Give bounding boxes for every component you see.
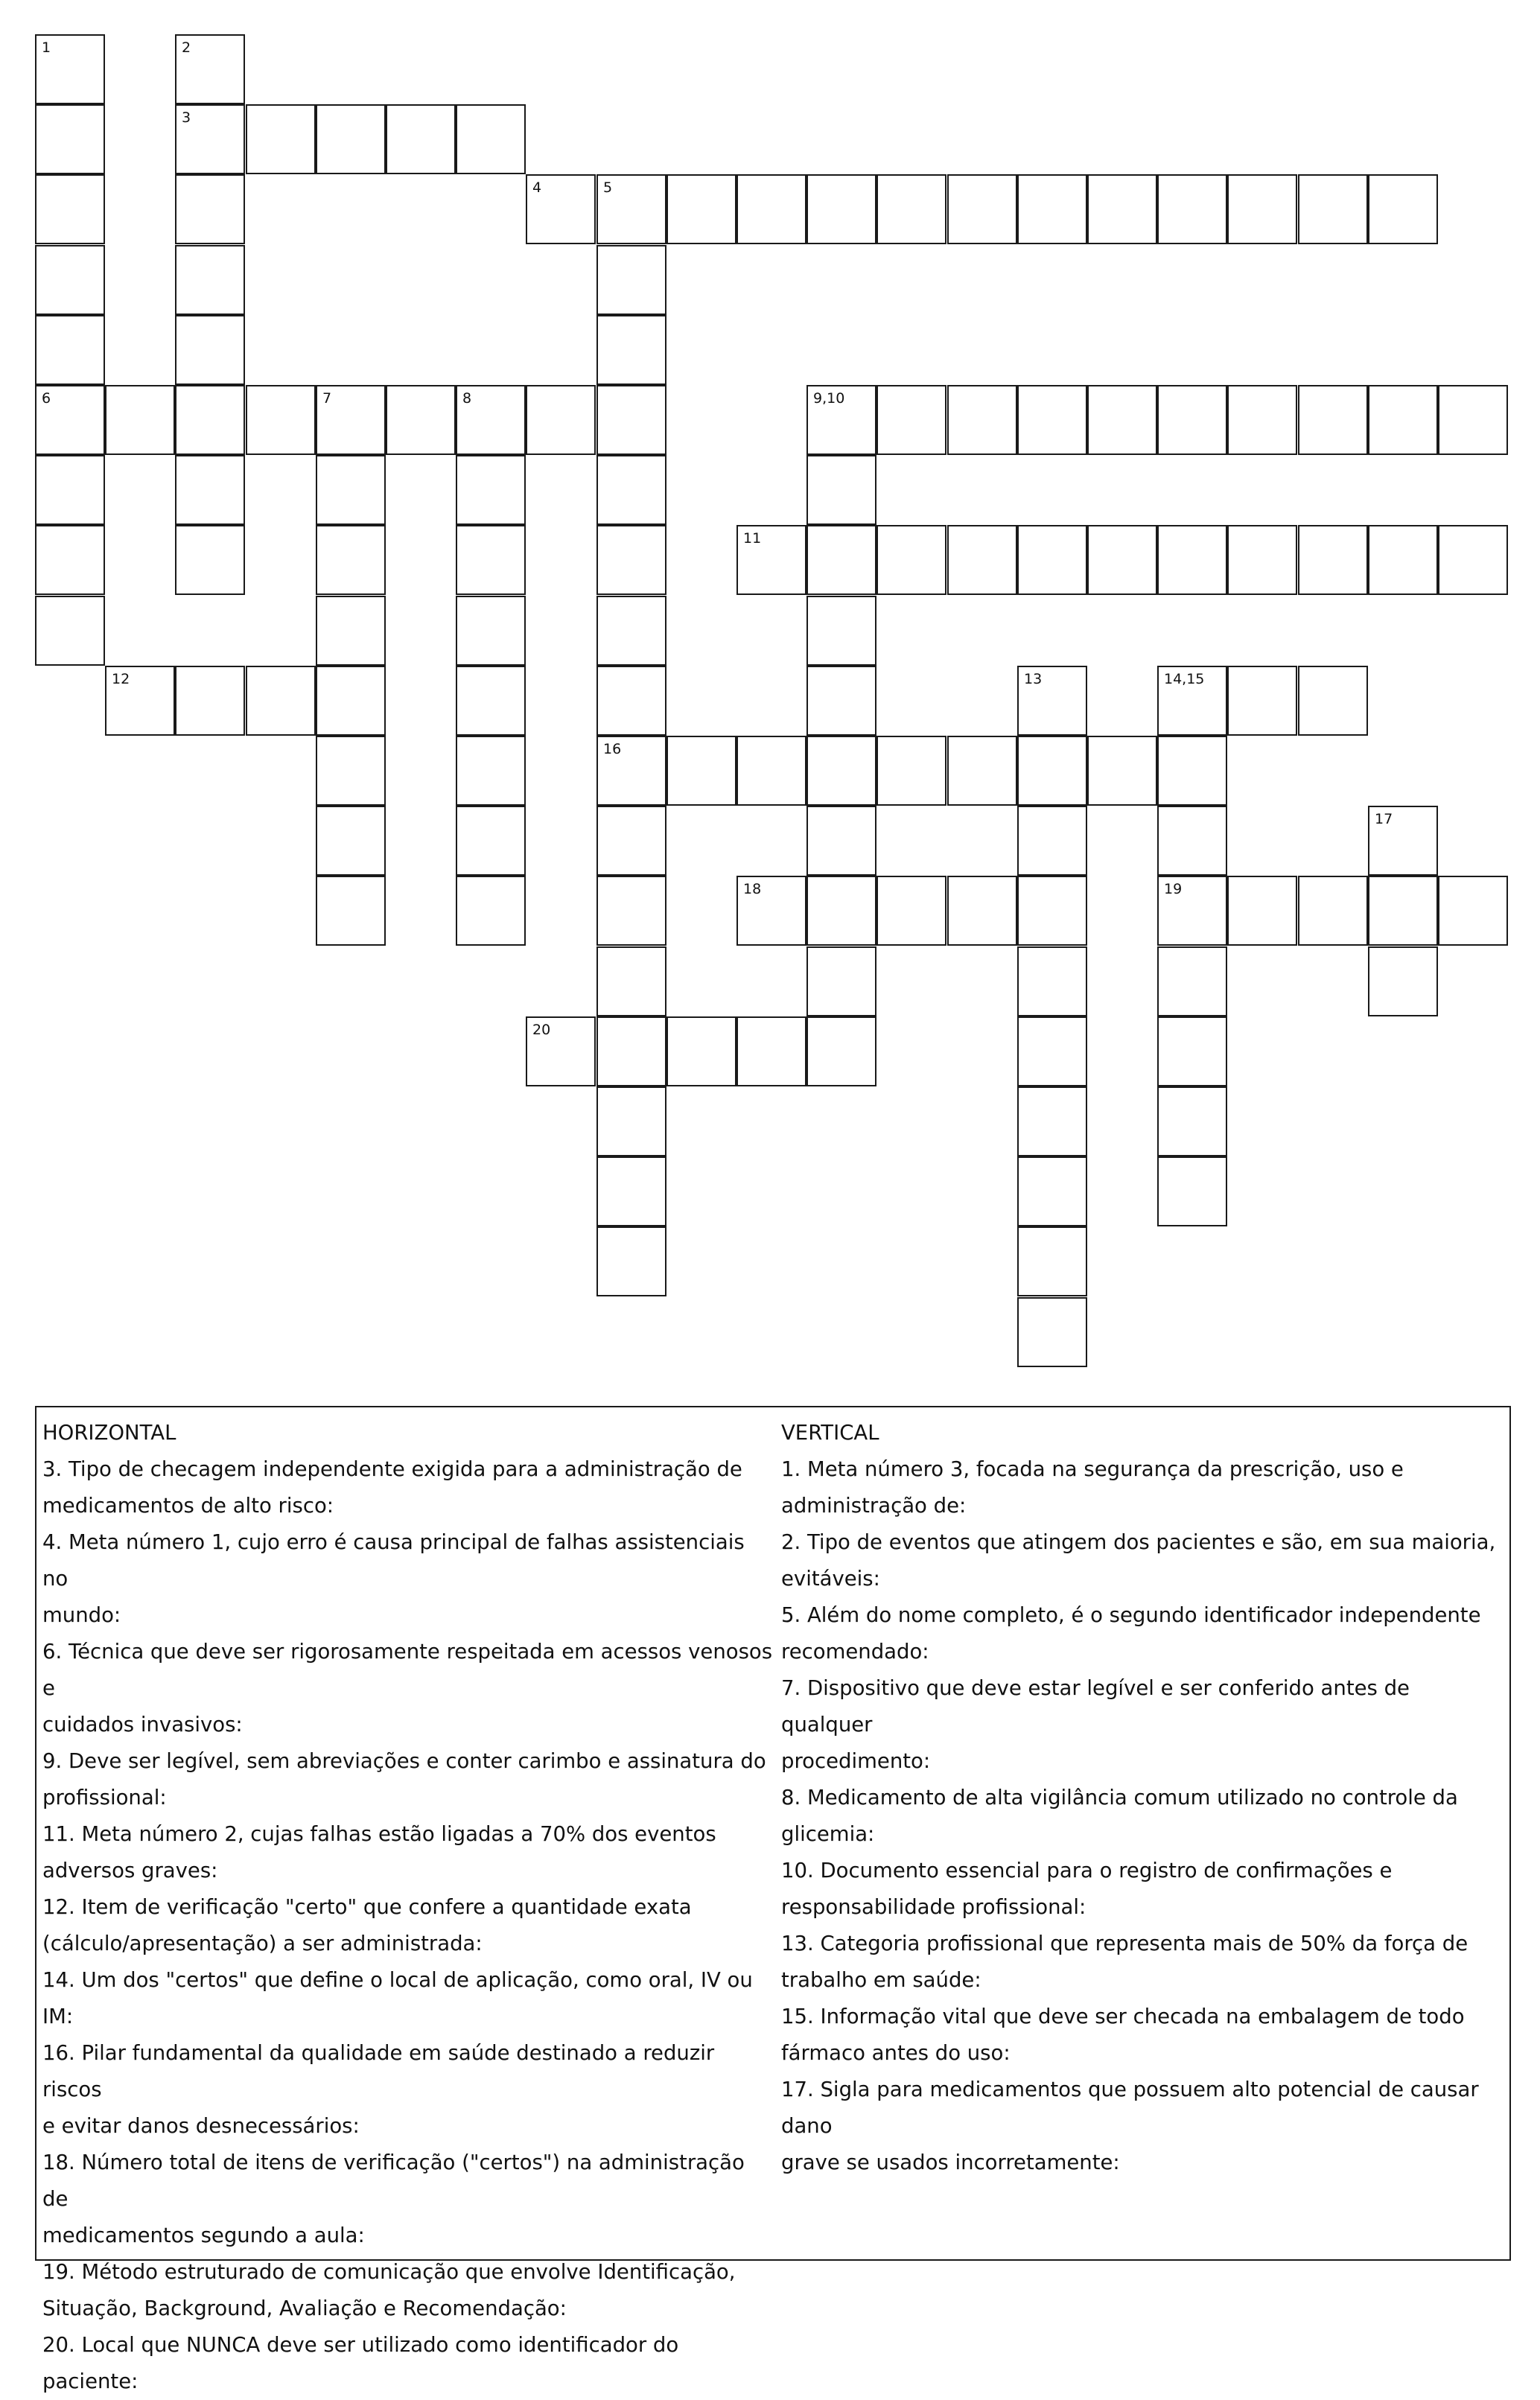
- clue-number: 4: [532, 179, 542, 196]
- grid-cell[interactable]: [806, 174, 876, 244]
- grid-cell[interactable]: [806, 666, 876, 736]
- grid-cell[interactable]: [105, 385, 175, 455]
- grid-cell[interactable]: [1157, 174, 1227, 244]
- clue-line: fármaco antes do uso:: [781, 2041, 1011, 2065]
- grid-cell[interactable]: [35, 34, 105, 104]
- grid-cell[interactable]: [876, 385, 946, 455]
- clue-line: cuidados invasivos:: [42, 1713, 243, 1737]
- grid-cell[interactable]: [806, 596, 876, 666]
- grid-cell[interactable]: [596, 455, 666, 525]
- clue-line: 19. Método estruturado de comunicação que envolve Identificação,: [42, 2260, 736, 2284]
- grid-cell[interactable]: [456, 525, 526, 595]
- grid-cell[interactable]: [246, 666, 316, 736]
- clue-line: 3. Tipo de checagem independente exigida para a administração de: [42, 1457, 742, 1481]
- grid-cell[interactable]: [806, 385, 876, 455]
- horizontal-heading: HORIZONTAL: [42, 1421, 176, 1445]
- grid-cell[interactable]: [596, 596, 666, 666]
- grid-cell[interactable]: [316, 455, 386, 525]
- clue-number: 12: [112, 671, 130, 687]
- grid-cell[interactable]: [386, 104, 456, 174]
- grid-cell[interactable]: [736, 525, 806, 595]
- grid-cell[interactable]: [1368, 946, 1438, 1016]
- grid-cell[interactable]: [526, 174, 596, 244]
- grid-cell[interactable]: [246, 104, 316, 174]
- grid-cell[interactable]: [1157, 946, 1227, 1016]
- grid-cell[interactable]: [1017, 1226, 1087, 1296]
- grid-cell[interactable]: [316, 876, 386, 946]
- grid-cell[interactable]: [35, 455, 105, 525]
- clue-line: 4. Meta número 1, cujo erro é causa principal de falhas assistenciais no: [42, 1530, 745, 1591]
- grid-cell[interactable]: [35, 315, 105, 385]
- grid-cell[interactable]: [316, 806, 386, 876]
- grid-cell[interactable]: [596, 946, 666, 1016]
- grid-cell[interactable]: [806, 736, 876, 806]
- grid-cell[interactable]: [876, 736, 946, 806]
- grid-cell[interactable]: [175, 455, 245, 525]
- grid-cell[interactable]: [526, 1016, 596, 1086]
- grid-cell[interactable]: [1157, 385, 1227, 455]
- clue-number: 1: [42, 39, 51, 56]
- grid-cell[interactable]: [1017, 876, 1087, 946]
- grid-cell[interactable]: [1368, 876, 1438, 946]
- clue-number: 13: [1024, 671, 1043, 687]
- grid-cell[interactable]: [316, 104, 386, 174]
- grid-cell[interactable]: [596, 174, 666, 244]
- grid-cell[interactable]: [316, 596, 386, 666]
- grid-cell[interactable]: [1157, 525, 1227, 595]
- grid-cell[interactable]: [947, 876, 1017, 946]
- grid-cell[interactable]: [1368, 385, 1438, 455]
- grid-cell[interactable]: [1227, 385, 1297, 455]
- grid-cell[interactable]: [1157, 1086, 1227, 1156]
- grid-cell[interactable]: [1017, 736, 1087, 806]
- grid-cell[interactable]: [596, 806, 666, 876]
- clue-number: 16: [603, 741, 622, 757]
- grid-cell[interactable]: [316, 736, 386, 806]
- grid-cell[interactable]: [806, 806, 876, 876]
- clue-line: procedimento:: [781, 1749, 931, 1773]
- grid-cell[interactable]: [1227, 666, 1297, 736]
- grid-cell[interactable]: [806, 876, 876, 946]
- grid-cell[interactable]: [456, 666, 526, 736]
- clue-line: responsabilidade profissional:: [781, 1895, 1086, 1919]
- clue-line: 8. Medicamento de alta vigilância comum utilizado no controle da: [781, 1786, 1458, 1809]
- clue-line: 14. Um dos "certos" que define o local de aplicação, como oral, IV ou: [42, 1968, 753, 1992]
- grid-cell[interactable]: [175, 174, 245, 244]
- clue-number: 8: [462, 390, 472, 407]
- grid-cell[interactable]: [1157, 666, 1227, 736]
- clue-line: profissional:: [42, 1786, 167, 1809]
- clue-line: 9. Deve ser legível, sem abreviações e conter carimbo e assinatura do: [42, 1749, 766, 1773]
- clue-line: glicemia:: [781, 1822, 875, 1846]
- grid-cell[interactable]: [175, 245, 245, 315]
- grid-cell[interactable]: [596, 525, 666, 595]
- clue-line: administração de:: [781, 1494, 967, 1518]
- grid-cell[interactable]: [1368, 174, 1438, 244]
- grid-cell[interactable]: [666, 736, 736, 806]
- grid-cell[interactable]: [947, 174, 1017, 244]
- clue-line: 10. Documento essencial para o registro de confirmações e: [781, 1859, 1393, 1882]
- grid-cell[interactable]: [1087, 385, 1157, 455]
- grid-cell[interactable]: [947, 525, 1017, 595]
- grid-cell[interactable]: [1227, 174, 1297, 244]
- clue-line: medicamentos segundo a aula:: [42, 2224, 365, 2247]
- clue-line: evitáveis:: [781, 1567, 880, 1591]
- grid-cell[interactable]: [596, 1226, 666, 1296]
- grid-cell[interactable]: [175, 385, 245, 455]
- grid-cell[interactable]: [1017, 806, 1087, 876]
- grid-cell[interactable]: [175, 666, 245, 736]
- clue-line: 13. Categoria profissional que representa mais de 50% da força de: [781, 1932, 1469, 1955]
- clue-line: 6. Técnica que deve ser rigorosamente respeitada em acessos venosos e: [42, 1640, 773, 1700]
- clue-number: 17: [1375, 811, 1393, 827]
- grid-cell[interactable]: [806, 1016, 876, 1086]
- grid-cell[interactable]: [736, 876, 806, 946]
- clue-number: 3: [182, 109, 191, 126]
- grid-cell[interactable]: [1017, 1156, 1087, 1226]
- clue-line: e evitar danos desnecessários:: [42, 2114, 360, 2138]
- clue-line: 12. Item de verificação "certo" que confere a quantidade exata: [42, 1895, 692, 1919]
- clue-line: 20. Local que NUNCA deve ser utilizado como identificador do paciente:: [42, 2333, 679, 2393]
- grid-cell[interactable]: [175, 315, 245, 385]
- grid-cell[interactable]: [1017, 525, 1087, 595]
- grid-cell[interactable]: [876, 876, 946, 946]
- grid-cell[interactable]: [1157, 1016, 1227, 1086]
- grid-cell[interactable]: [596, 245, 666, 315]
- clues-box: [35, 1406, 1511, 2393]
- grid-cell[interactable]: [806, 525, 876, 595]
- grid-cell[interactable]: [35, 596, 105, 666]
- grid-cell[interactable]: [947, 385, 1017, 455]
- grid-cell[interactable]: [35, 245, 105, 315]
- grid-cell[interactable]: [35, 385, 105, 455]
- grid-cell[interactable]: [596, 315, 666, 385]
- grid-cell[interactable]: [1438, 385, 1508, 455]
- vertical-heading: VERTICAL: [781, 1421, 879, 1445]
- clue-number: 5: [603, 179, 613, 196]
- clue-number: 20: [532, 1022, 551, 1038]
- grid-cell[interactable]: [1157, 806, 1227, 876]
- grid-cell[interactable]: [386, 385, 456, 455]
- grid-cell[interactable]: [105, 666, 175, 736]
- grid-cell[interactable]: [806, 946, 876, 1016]
- grid-cell[interactable]: [1227, 876, 1297, 946]
- clue-number: 14,15: [1164, 671, 1205, 687]
- grid-cell[interactable]: [1087, 174, 1157, 244]
- clue-line: 11. Meta número 2, cujas falhas estão ligadas a 70% dos eventos: [42, 1822, 716, 1846]
- grid-cell[interactable]: [1157, 876, 1227, 946]
- clue-line: recomendado:: [781, 1640, 929, 1664]
- clue-line: 18. Número total de itens de verificação ("certos") na administração de: [42, 2151, 745, 2211]
- grid-cell[interactable]: [1438, 525, 1508, 595]
- clue-line: 2. Tipo de eventos que atingem dos pacientes e são, em sua maioria,: [781, 1530, 1496, 1554]
- grid-cell[interactable]: [1087, 736, 1157, 806]
- grid-cell[interactable]: [35, 525, 105, 595]
- grid-cell[interactable]: [1298, 876, 1368, 946]
- grid-cell[interactable]: [456, 596, 526, 666]
- grid-cell[interactable]: [1368, 806, 1438, 876]
- grid-cell[interactable]: [1227, 525, 1297, 595]
- grid-cell[interactable]: [456, 385, 526, 455]
- clue-line: adversos graves:: [42, 1859, 218, 1882]
- grid-cell[interactable]: [1087, 525, 1157, 595]
- clue-line: 1. Meta número 3, focada na segurança da prescrição, uso e: [781, 1457, 1404, 1481]
- grid-cell[interactable]: [596, 666, 666, 736]
- clue-line: medicamentos de alto risco:: [42, 1494, 334, 1518]
- grid-cell[interactable]: [456, 736, 526, 806]
- grid-cell[interactable]: [1157, 736, 1227, 806]
- grid-cell[interactable]: [1438, 876, 1508, 946]
- grid-cell[interactable]: [175, 525, 245, 595]
- clue-line: Situação, Background, Avaliação e Recomendação:: [42, 2296, 567, 2320]
- grid-cell[interactable]: [316, 666, 386, 736]
- clue-line: trabalho em saúde:: [781, 1968, 981, 1992]
- grid-cell[interactable]: [596, 736, 666, 806]
- grid-cell[interactable]: [736, 174, 806, 244]
- grid-cell[interactable]: [1157, 1156, 1227, 1226]
- grid-cell[interactable]: [1017, 174, 1087, 244]
- grid-cell[interactable]: [666, 1016, 736, 1086]
- grid-cell[interactable]: [456, 455, 526, 525]
- grid-cell[interactable]: [456, 104, 526, 174]
- clue-line: grave se usados incorretamente:: [781, 2151, 1120, 2174]
- clue-line: 5. Além do nome completo, é o segundo identificador independente: [781, 1603, 1481, 1627]
- grid-cell[interactable]: [806, 455, 876, 525]
- grid-cell[interactable]: [316, 385, 386, 455]
- grid-cell[interactable]: [456, 806, 526, 876]
- clue-line: mundo:: [42, 1603, 121, 1627]
- grid-cell[interactable]: [876, 525, 946, 595]
- clue-line: 17. Sigla para medicamentos que possuem alto potencial de causar dano: [781, 2078, 1479, 2138]
- grid-cell[interactable]: [736, 1016, 806, 1086]
- clue-number: 7: [322, 390, 332, 407]
- grid-cell[interactable]: [596, 1086, 666, 1156]
- grid-cell[interactable]: [35, 104, 105, 174]
- clue-number: 19: [1164, 881, 1183, 897]
- horizontal-clues: [42, 1415, 776, 2400]
- clue-number: 11: [743, 530, 762, 547]
- grid-cell[interactable]: [1017, 1016, 1087, 1086]
- clue-line: (cálculo/apresentação) a ser administrada:: [42, 1932, 483, 1955]
- grid-cell[interactable]: [456, 876, 526, 946]
- grid-cell[interactable]: [1017, 666, 1087, 736]
- clue-line: IM:: [42, 2005, 74, 2028]
- grid-cell[interactable]: [596, 1156, 666, 1226]
- grid-cell[interactable]: [1017, 946, 1087, 1016]
- grid-cell[interactable]: [947, 736, 1017, 806]
- grid-cell[interactable]: [1017, 385, 1087, 455]
- clue-line: 7. Dispositivo que deve estar legível e ser conferido antes de qualquer: [781, 1676, 1410, 1737]
- grid-cell[interactable]: [596, 1016, 666, 1086]
- grid-cell[interactable]: [1298, 666, 1368, 736]
- grid-cell[interactable]: [1368, 525, 1438, 595]
- clue-number: 9,10: [813, 390, 845, 407]
- vertical-clues: [781, 1415, 1507, 2181]
- grid-cell[interactable]: [175, 104, 245, 174]
- grid-cell[interactable]: [736, 736, 806, 806]
- grid-cell[interactable]: [1017, 1086, 1087, 1156]
- grid-cell[interactable]: [316, 525, 386, 595]
- grid-cell[interactable]: [876, 174, 946, 244]
- grid-cell[interactable]: [666, 174, 736, 244]
- grid-cell[interactable]: [175, 34, 245, 104]
- clue-number: 6: [42, 390, 51, 407]
- grid-cell[interactable]: [596, 385, 666, 455]
- grid-cell[interactable]: [526, 385, 596, 455]
- clue-line: 15. Informação vital que deve ser checada na embalagem de todo: [781, 2005, 1465, 2028]
- grid-cell[interactable]: [35, 174, 105, 244]
- grid-cell[interactable]: [1298, 174, 1368, 244]
- grid-cell[interactable]: [1298, 385, 1368, 455]
- clue-line: 16. Pilar fundamental da qualidade em saúde destinado a reduzir riscos: [42, 2041, 715, 2101]
- grid-cell[interactable]: [246, 385, 316, 455]
- grid-cell[interactable]: [1017, 1297, 1087, 1367]
- clue-number: 2: [182, 39, 191, 56]
- clue-number: 18: [743, 881, 762, 897]
- grid-cell[interactable]: [596, 876, 666, 946]
- grid-cell[interactable]: [1298, 525, 1368, 595]
